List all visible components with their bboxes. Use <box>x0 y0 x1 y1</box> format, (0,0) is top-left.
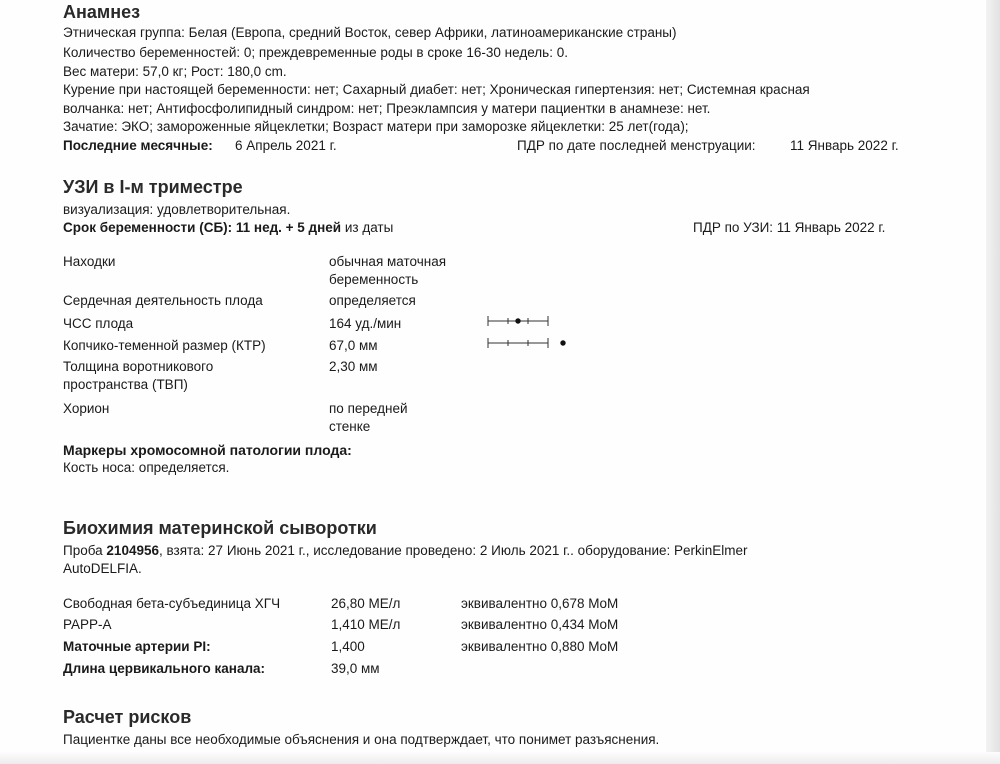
biochemistry-title: Биохимия материнской сыворотки <box>63 518 377 538</box>
finding-label-crl: Копчико-теменной размер (КТР) <box>63 338 266 353</box>
finding-value-crl: 67,0 мм <box>329 338 378 353</box>
anamnesis-title: Анамнез <box>63 2 141 22</box>
crl-range-marker <box>560 340 565 345</box>
bio-label-papp-a: PAPP-A <box>63 617 112 632</box>
finding-value-fhr: 164 уд./мин <box>329 316 402 331</box>
finding-value-chorion-2: стенке <box>329 419 371 434</box>
pregnancies-line: Количество беременностей: 0; преждевременные роды в сроке 16-30 недель: 0. <box>63 45 568 60</box>
bio-label-free-beta-hcg: Свободная бета-субъединица ХГЧ <box>63 596 281 611</box>
lmp-value: 6 Апрель 2021 г. <box>235 138 337 153</box>
finding-label-nt-2: пространства (ТВП) <box>63 377 188 392</box>
bio-mom-uterine-pi: эквивалентно 0,880 MoM <box>461 639 619 654</box>
edd-lmp-label: ПДР по дате последней менструации: <box>517 138 756 153</box>
bio-label-uterine-pi: Маточные артерии PI: <box>63 639 211 654</box>
lmp-label: Последние месячные: <box>63 138 213 153</box>
fhr-range-indicator <box>488 314 568 328</box>
bio-value-uterine-pi: 1,400 <box>331 639 365 654</box>
gestational-age-line <box>63 219 393 237</box>
finding-value-findings-1: обычная маточная <box>329 254 447 269</box>
edd-lmp-value: 11 Январь 2022 г. <box>790 138 899 153</box>
bio-mom-free-beta-hcg: эквивалентно 0,678 MoM <box>461 596 619 611</box>
finding-value-chorion-1: по передней <box>329 401 408 416</box>
finding-label-chorion: Хорион <box>63 401 110 416</box>
finding-label-findings: Находки <box>63 254 116 269</box>
page-edge-shadow <box>986 0 1000 764</box>
bio-label-cervical-length: Длина цервикального канала: <box>63 661 266 676</box>
ultrasound-title: УЗИ в I-м триместре <box>63 177 243 197</box>
finding-value-findings-2: беременность <box>329 272 419 287</box>
finding-value-nt: 2,30 мм <box>329 359 378 374</box>
risk-title: Расчет рисков <box>63 707 192 727</box>
fhr-range-marker <box>515 318 520 323</box>
bio-value-papp-a: 1,410 МЕ/л <box>331 617 401 632</box>
risk-text: Пациентке даны все необходимые объяснения и она подтверждает, что понимет разъяснения. <box>63 732 660 747</box>
finding-value-heart: определяется <box>329 293 416 308</box>
finding-label-heart: Сердечная деятельность плода <box>63 293 263 308</box>
risk-factors-line-2: волчанка: нет; Антифосфолипидный синдром: нет; Преэклампсия у матери пациентки в анамнезе: нет. <box>63 101 711 116</box>
finding-label-nt-1: Толщина воротникового <box>63 359 214 374</box>
page-bottom-shadow <box>0 752 1000 764</box>
sample-id: 2104956 <box>106 543 159 558</box>
sample-suffix: , взята: 27 Июнь 2021 г., исследование проведено: 2 Июль 2021 г.. оборудование: PerkinElmer <box>158 543 748 558</box>
bio-mom-papp-a: эквивалентно 0,434 MoM <box>461 617 619 632</box>
markers-title: Маркеры хромосомной патологии плода: <box>63 442 352 458</box>
equipment-line-2: AutoDELFIA. <box>63 561 142 576</box>
visualization-line: визуализация: удовлетворительная. <box>63 202 291 217</box>
weight-height-line: Вес матери: 57,0 кг; Рост: 180,0 cm. <box>63 64 287 79</box>
gestational-age-suffix: из даты <box>344 220 394 235</box>
risk-factors-line-1: Курение при настоящей беременности: нет; Сахарный диабет: нет; Хроническая гипертензия: нет; Системная красная <box>63 82 810 97</box>
finding-label-fhr: ЧСС плода <box>63 316 134 331</box>
bio-value-free-beta-hcg: 26,80 МЕ/л <box>331 596 401 611</box>
ethnicity-line: Этническая группа: Белая (Европа, средний Восток, север Африки, латиноамериканские страны) <box>63 25 677 40</box>
conception-line: Зачатие: ЭКО; замороженные яйцеклетки; Возраст матери при заморозке яйцеклетки: 25 лет(года); <box>63 119 689 134</box>
gestational-age-label: Срок беременности (СБ): 11 нед. + 5 дней <box>63 220 342 235</box>
crl-range-indicator <box>488 336 578 350</box>
sample-prefix: Проба <box>63 543 103 558</box>
nasal-bone-line: Кость носа: определяется. <box>63 460 230 475</box>
sample-line <box>63 542 748 560</box>
bio-value-cervical-length: 39,0 мм <box>331 661 380 676</box>
edd-ultrasound: ПДР по УЗИ: 11 Январь 2022 г. <box>693 220 886 235</box>
